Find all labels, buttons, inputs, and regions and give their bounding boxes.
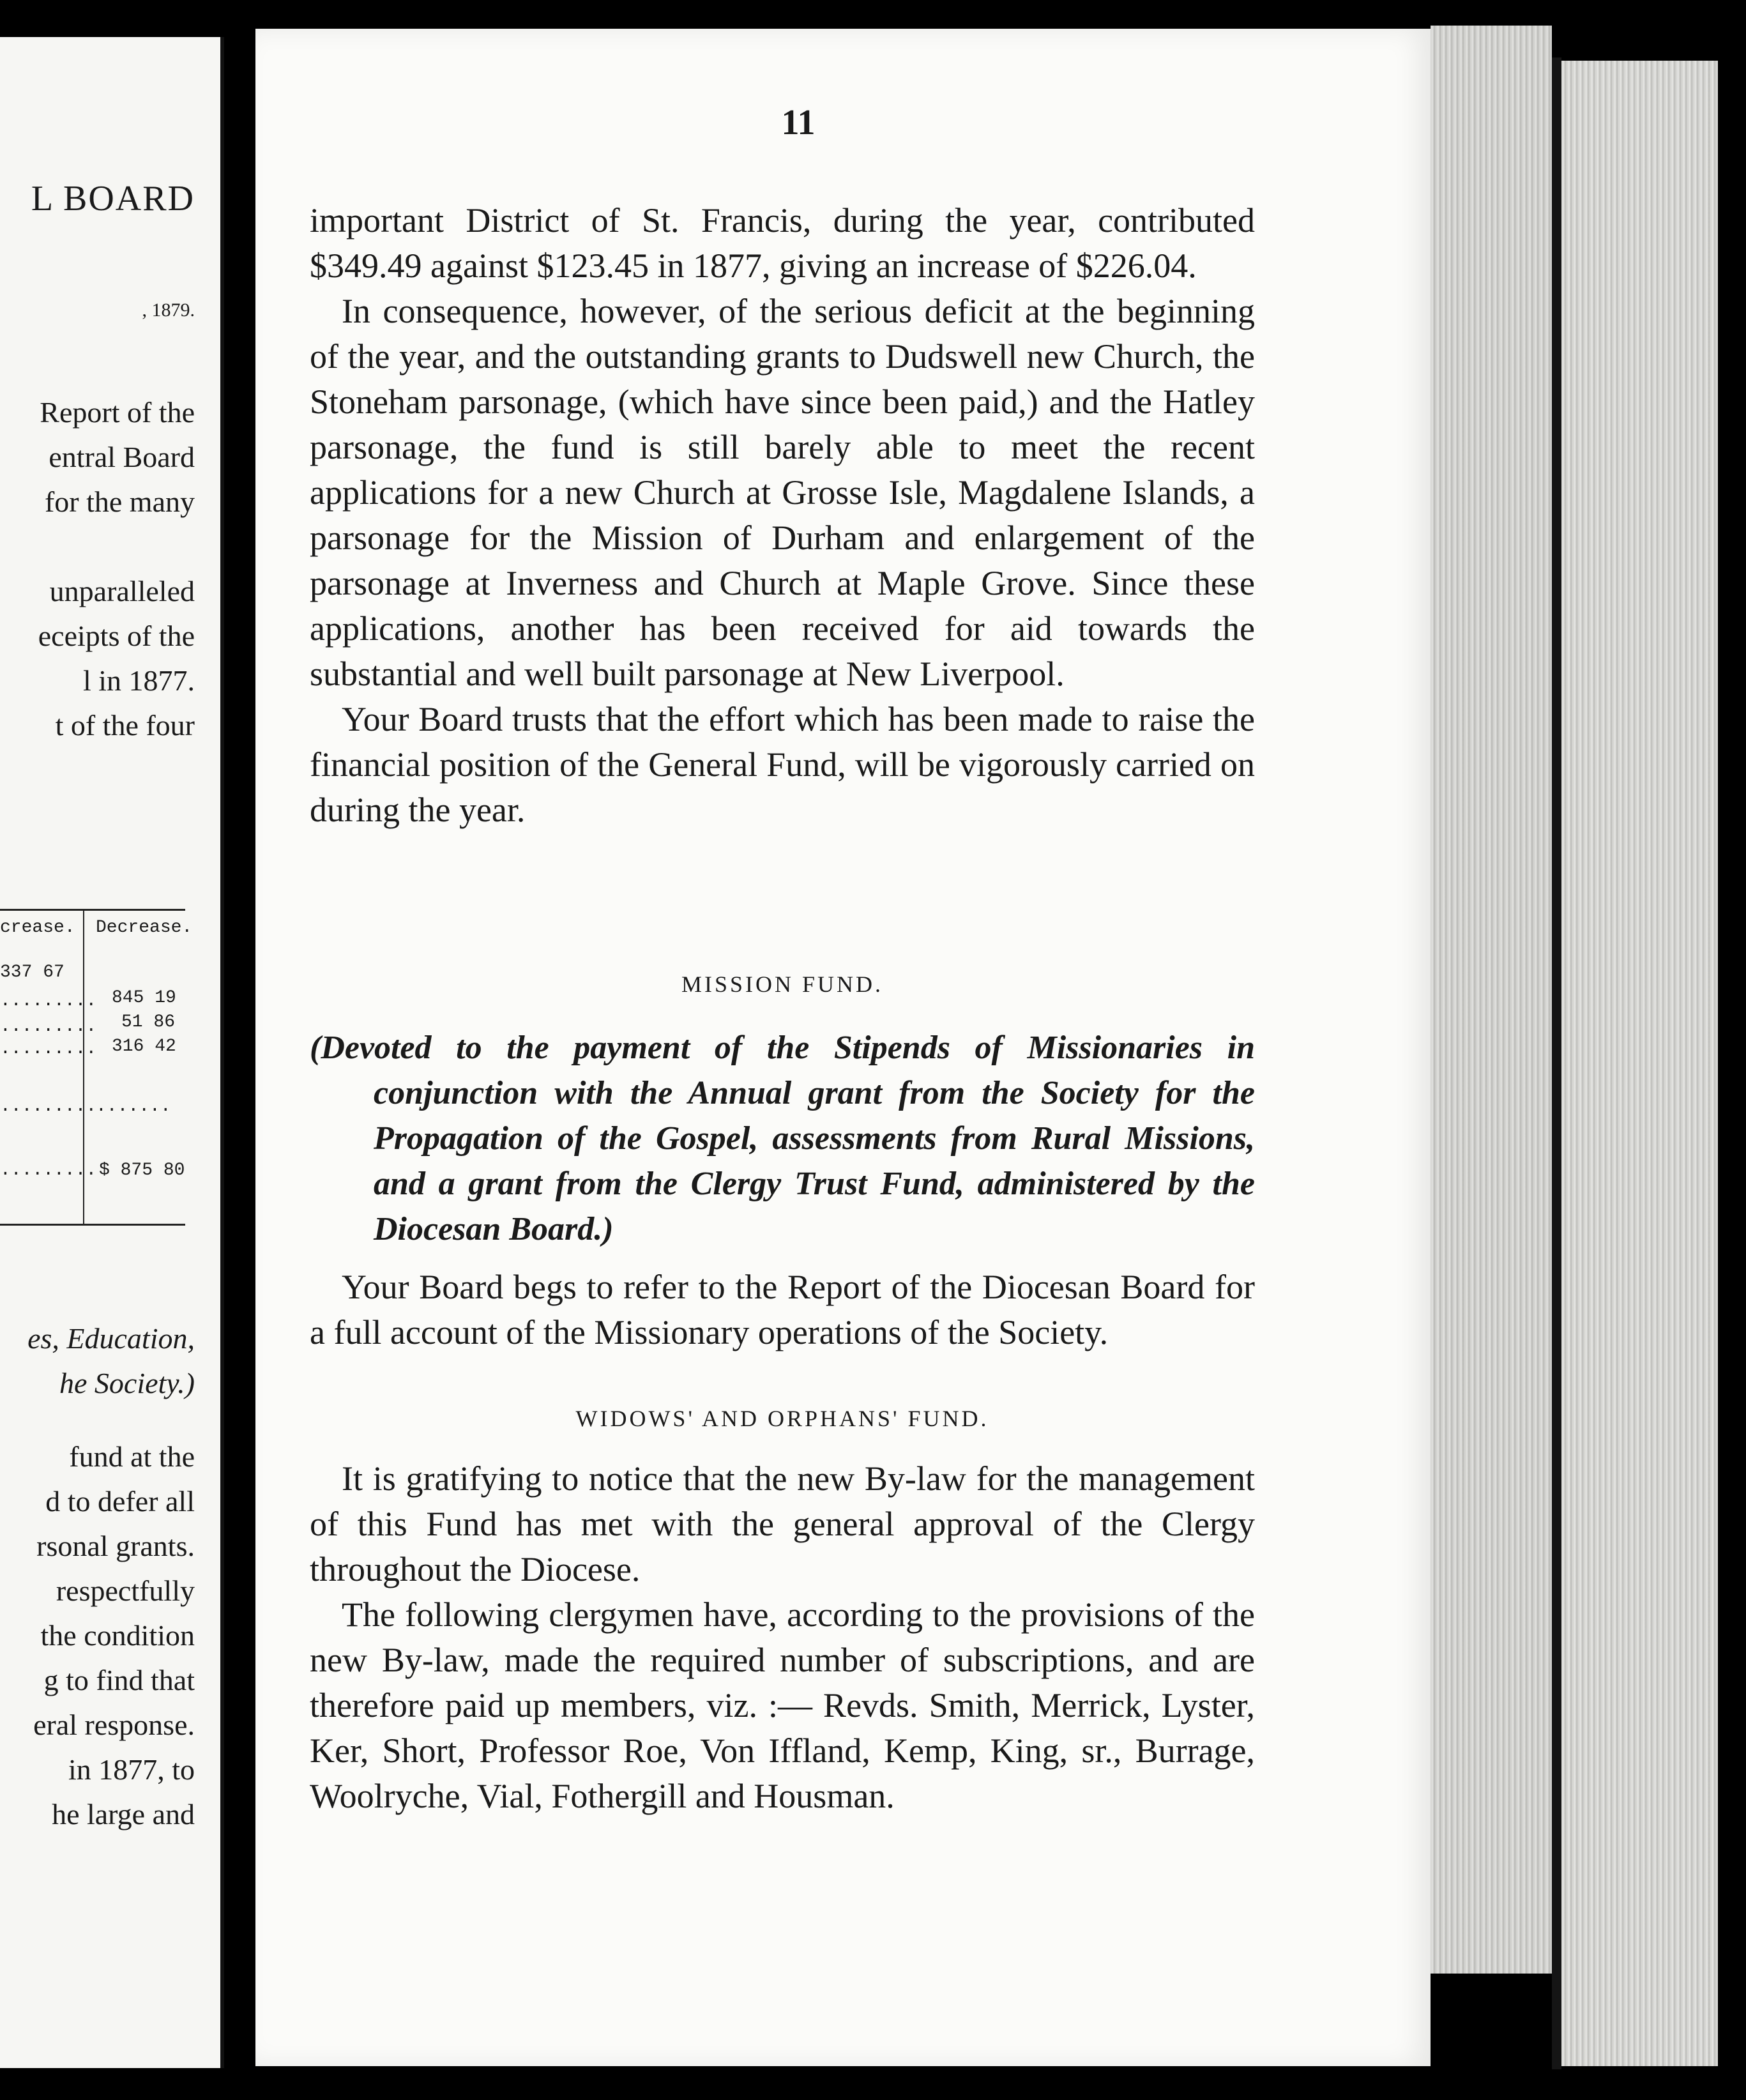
left-line: in 1877, to [68, 1753, 195, 1786]
main-page [255, 29, 1431, 2066]
page-number: 11 [781, 103, 816, 142]
left-line: unparalleled [49, 575, 195, 607]
left-line: he large and [52, 1798, 195, 1830]
left-line: rsonal grants. [36, 1530, 195, 1562]
paragraph-general-fund: Your Board trusts that the effort which has been made to raise the financial position of the General Fund, will be vigorously carried on during the year. [310, 700, 1255, 829]
left-line: d to defer all [45, 1485, 195, 1518]
left-line: for the many [44, 485, 195, 518]
left-page-date: , 1879. [142, 300, 195, 321]
left-line: Report of the [40, 396, 195, 429]
table-header-decrease: Decrease. [96, 918, 193, 938]
book-gutter [1552, 57, 1561, 2069]
left-line: t of the four [55, 709, 195, 742]
left-line: the condition [40, 1619, 195, 1652]
table-cell: 316 42 [112, 1037, 176, 1056]
left-line: eceipts of the [38, 620, 195, 652]
left-facing-page [0, 37, 224, 2068]
table-leader-dots: ......... [0, 991, 97, 1011]
mission-note-block [310, 1025, 1255, 1252]
paragraph-deficit: In consequence, however, of the serious deficit at the beginning of the year, and the outstanding grants to Dudswell new Church, the Stoneham parsonage, (which have since been paid,) and the Hatley parsonage, the fund is still barely able to meet the recent applications for a new Church at Grosse Isle, Magdalene Islands, a parsonage for the Mission of Durham and enlargement of the parsonage at Inverness and Church at Maple Grove. Since these applications, another has been received for aid towards the substantial and well built parsonage at New Liverpool. [310, 292, 1255, 693]
table-leader-dots: ......... [0, 1017, 97, 1037]
mission-fund-section [310, 971, 1255, 998]
heading-mission-fund: MISSION FUND. [681, 971, 884, 997]
table-leader-dots: ......... [0, 1160, 97, 1180]
text-block-bottom [310, 1456, 1255, 1819]
left-summary-table [0, 909, 193, 1226]
table-leader-dots: ......... [0, 1097, 97, 1116]
table-total: $ 875 80 [99, 1160, 185, 1180]
heading-widows-orphans-fund: WIDOWS' AND ORPHANS' FUND. [575, 1406, 989, 1431]
table-cell: 845 19 [112, 988, 176, 1008]
table-leader-dots: ....... [96, 1097, 171, 1116]
table-cell: 51 86 [121, 1012, 176, 1032]
left-line: entral Board [49, 441, 195, 473]
left-line: eral response. [33, 1708, 195, 1741]
left-page-header: L BOARD [31, 179, 195, 218]
mission-fund-note: (Devoted to the payment of the Stipends of Missionaries in conjunction with the Annual grant from the Society for the Propagation of the Gospel, assessments from Rural Missions, and a grant from the Clergy Trust Fund, administered by the Diocesan Board.) [310, 1030, 1255, 1247]
back-page-edges [1561, 61, 1718, 2066]
left-line: g to find that [43, 1664, 195, 1696]
left-line: l in 1877. [82, 664, 195, 697]
left-line: es, Education, [27, 1322, 195, 1355]
text-block-top [310, 198, 1255, 833]
left-line: he Society.) [59, 1367, 195, 1399]
page-edges [1431, 26, 1552, 1974]
table-cell: 337 67 [0, 963, 65, 982]
left-line: respectfully [56, 1574, 195, 1607]
table-leader-dots: ......... [0, 1039, 97, 1059]
table-header-increase: crease. [0, 918, 75, 938]
left-line: fund at the [69, 1440, 195, 1473]
paragraph-contribution: important District of St. Francis, during the year, contributed $349.49 against $123.45 in 1877, giving an increase of $226.04. [310, 201, 1255, 285]
paragraph-diocesan-report: Your Board begs to refer to the Report of the Diocesan Board for a full account of the Missionary operations of the Society. [310, 1268, 1255, 1351]
widows-fund-section [310, 1405, 1255, 1432]
paragraph-bylaw: It is gratifying to notice that the new By-law for the management of this Fund has met with the general approval of the Clergy throughout the Diocese. [310, 1459, 1255, 1588]
text-block-diocesan [310, 1265, 1255, 1355]
paragraph-clergymen: The following clergymen have, according to the provisions of the new By-law, made the required number of subscriptions, and are therefore paid up members, viz. :— Revds. Smith, Merrick, Lyster, Ker, Short, Professor Roe, Von Iffland, Kemp, King, sr., Burrage, Woolryche, Vial, Fothergill and Housman. [310, 1595, 1255, 1815]
